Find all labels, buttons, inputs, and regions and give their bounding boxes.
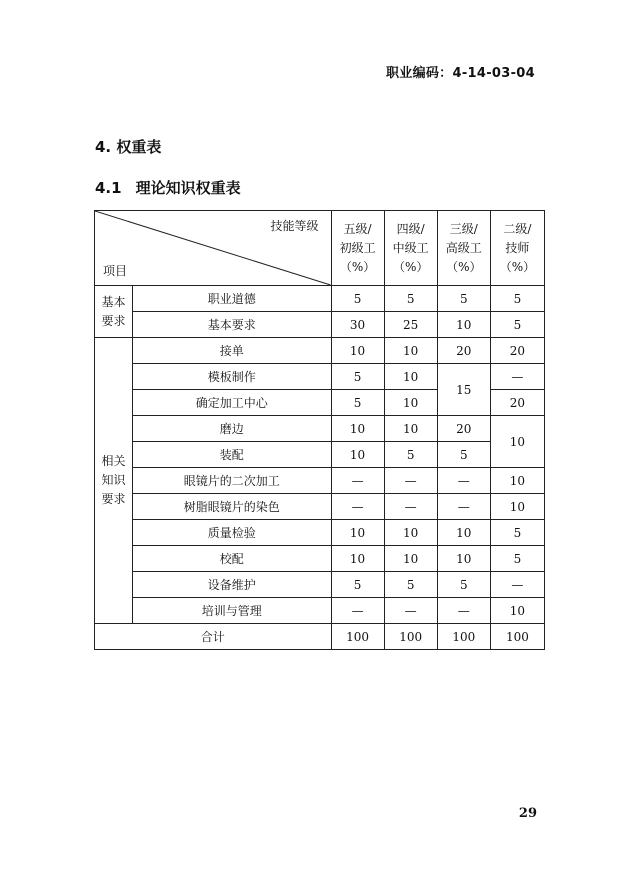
value-cell: 5 [384, 442, 437, 468]
value-cell: — [331, 494, 384, 520]
table-row [95, 364, 545, 390]
value-cell-merged: 15 [437, 364, 490, 416]
value-cell: 10 [490, 468, 544, 494]
value-cell: 10 [384, 390, 437, 416]
value-cell: 5 [331, 286, 384, 312]
table-row [95, 416, 545, 442]
table-row [95, 520, 545, 546]
value-cell: 5 [384, 572, 437, 598]
item-cell: 模板制作 [133, 364, 331, 390]
item-cell: 培训与管理 [133, 598, 331, 624]
total-cell: 100 [437, 624, 490, 650]
table-row [95, 338, 545, 364]
table-header-row [95, 211, 545, 286]
item-cell: 设备维护 [133, 572, 331, 598]
value-cell: 5 [490, 520, 544, 546]
total-cell: 100 [331, 624, 384, 650]
value-cell: 5 [331, 390, 384, 416]
level-header: 三级/ 高级工 （%） [437, 211, 490, 286]
corner-cell [95, 211, 332, 286]
subsection-label: 理论知识权重表 [135, 179, 241, 197]
item-cell: 装配 [133, 442, 331, 468]
value-cell: — [490, 364, 544, 390]
job-code: 职业编码：4-14-03-04 [385, 66, 535, 81]
item-cell: 确定加工中心 [133, 390, 331, 416]
value-cell: 5 [384, 286, 437, 312]
category-cell: 相关 知识 要求 [95, 338, 133, 624]
table-row [95, 546, 545, 572]
level-header: 五级/ 初级工 （%） [331, 211, 384, 286]
value-cell: — [331, 598, 384, 624]
table-row [95, 572, 545, 598]
item-cell: 树脂眼镜片的染色 [133, 494, 331, 520]
item-cell: 职业道德 [133, 286, 331, 312]
table-row [95, 468, 545, 494]
total-row [95, 624, 545, 650]
value-cell: — [437, 598, 490, 624]
value-cell: 10 [331, 442, 384, 468]
value-cell: 10 [384, 338, 437, 364]
value-cell: 10 [437, 520, 490, 546]
total-cell: 100 [384, 624, 437, 650]
table-row [95, 312, 545, 338]
value-cell: 30 [331, 312, 384, 338]
value-cell: 20 [490, 390, 544, 416]
value-cell: 20 [490, 338, 544, 364]
value-cell: — [331, 468, 384, 494]
value-cell: 5 [490, 286, 544, 312]
value-cell: 5 [331, 364, 384, 390]
level-header: 二级/ 技师 （%） [490, 211, 544, 286]
value-cell: 5 [490, 546, 544, 572]
value-cell: 10 [331, 416, 384, 442]
item-cell: 质量检验 [133, 520, 331, 546]
value-cell: 5 [490, 312, 544, 338]
value-cell: 10 [384, 520, 437, 546]
item-cell: 磨边 [133, 416, 331, 442]
table-row [95, 442, 545, 468]
value-cell: — [384, 468, 437, 494]
value-cell: 5 [437, 286, 490, 312]
value-cell: — [490, 572, 544, 598]
total-cell: 100 [490, 624, 544, 650]
level-header: 四级/ 中级工 （%） [384, 211, 437, 286]
weight-table [94, 210, 545, 650]
item-cell: 基本要求 [133, 312, 331, 338]
page-number: 29 [518, 806, 537, 821]
subsection-number: 4.1 [95, 179, 122, 197]
value-cell: — [384, 598, 437, 624]
value-cell: 5 [437, 572, 490, 598]
value-cell: 20 [437, 416, 490, 442]
value-cell: 10 [490, 494, 544, 520]
value-cell: 5 [331, 572, 384, 598]
value-cell: 10 [490, 598, 544, 624]
value-cell: 10 [384, 416, 437, 442]
value-cell-merged: 10 [490, 416, 544, 468]
value-cell: 10 [384, 546, 437, 572]
value-cell: — [384, 494, 437, 520]
category-cell: 基本 要求 [95, 286, 133, 338]
subsection-title [95, 177, 241, 198]
value-cell: 10 [437, 546, 490, 572]
item-header: 项目 [103, 264, 128, 278]
value-cell: 5 [437, 442, 490, 468]
value-cell: 25 [384, 312, 437, 338]
total-label: 合计 [95, 624, 332, 650]
table-row [95, 494, 545, 520]
table-row [95, 598, 545, 624]
value-cell: 10 [437, 312, 490, 338]
item-cell: 校配 [133, 546, 331, 572]
value-cell: — [437, 494, 490, 520]
section-title: 4. 权重表 [95, 138, 162, 156]
value-cell: 10 [331, 520, 384, 546]
skill-level-header: 技能等级 [270, 219, 319, 233]
value-cell: 10 [331, 338, 384, 364]
value-cell: — [437, 468, 490, 494]
value-cell: 10 [384, 364, 437, 390]
value-cell: 20 [437, 338, 490, 364]
item-cell: 接单 [133, 338, 331, 364]
value-cell: 10 [331, 546, 384, 572]
table-row [95, 286, 545, 312]
item-cell: 眼镜片的二次加工 [133, 468, 331, 494]
